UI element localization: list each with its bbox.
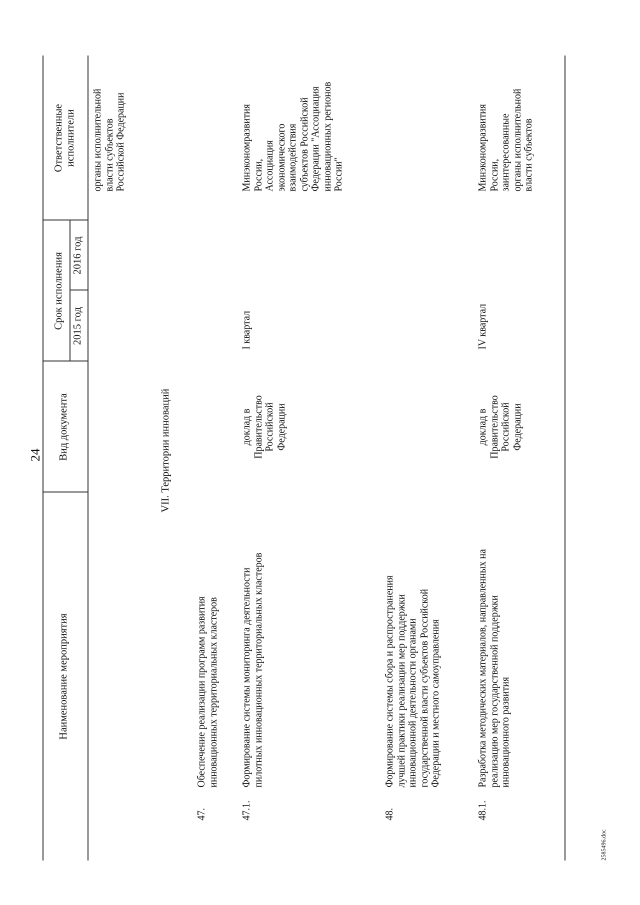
row-47-number: 47. <box>196 808 208 821</box>
table-bottom-rule <box>565 56 566 861</box>
rotated-page <box>1 0 640 905</box>
row-47-1-doc-type: доклад в Правительство Российской Федерации <box>241 395 287 459</box>
header-deadline: Срок исполнения <box>53 252 65 330</box>
row-48-1-name: Разработка методических материалов, направленных на реализацию мер государственной поддержки инновационного развития <box>477 549 512 788</box>
header-doc-type: Вид документа <box>58 393 70 461</box>
row-47-1-number: 47.1. <box>241 800 253 821</box>
carry-over-responsible: органы исполнительной власти субъектов Российской Федерации <box>92 88 127 192</box>
deadline-sub-rule <box>70 221 71 362</box>
row-47-name: Обеспечение реализации программ развития инновационных территориальных кластеров <box>196 596 219 788</box>
row-48-1-responsible: Минэкономразвития России, заинтересованные органы исполнительной власти субъектов <box>477 88 535 192</box>
row-48-name: Формирование системы сбора и распространения лучшей практики реализации мер поддержки инновационной деятельности органами государственной власти субъектов Российской Федерации и местного самоуправления <box>384 575 442 788</box>
row-47-1-name: Формирование системы мониторинга деятельности пилотных инновационных территориальных кластеров <box>241 552 264 788</box>
section-title: VII. Территории инноваций <box>160 388 172 513</box>
header-responsible: Ответственные исполнители <box>53 103 77 173</box>
footer-file-code: 2585496.doc <box>601 829 608 861</box>
row-47-1-responsible: Минэкономразвития России, Ассоциация экономического взаимодействия субъектов Российской Федерации "Ассоциация инновационных регионов России" <box>241 81 345 192</box>
row-48-1-deadline-2015: IV квартал <box>477 303 489 350</box>
row-48-1-number: 48.1. <box>477 800 489 821</box>
page-number: 24 <box>27 448 43 462</box>
row-47-1-deadline-2015: I квартал <box>241 310 253 350</box>
header-year-2015: 2015 год <box>72 307 84 345</box>
header-year-2016: 2016 год <box>72 236 84 275</box>
header-name: Наименование мероприятия <box>58 613 70 740</box>
table-top-rule <box>43 56 44 861</box>
row-48-number: 48. <box>384 808 396 821</box>
header-bottom-rule <box>88 56 89 861</box>
row-48-1-doc-type: доклад в Правительство Российской Федерации <box>477 395 523 459</box>
